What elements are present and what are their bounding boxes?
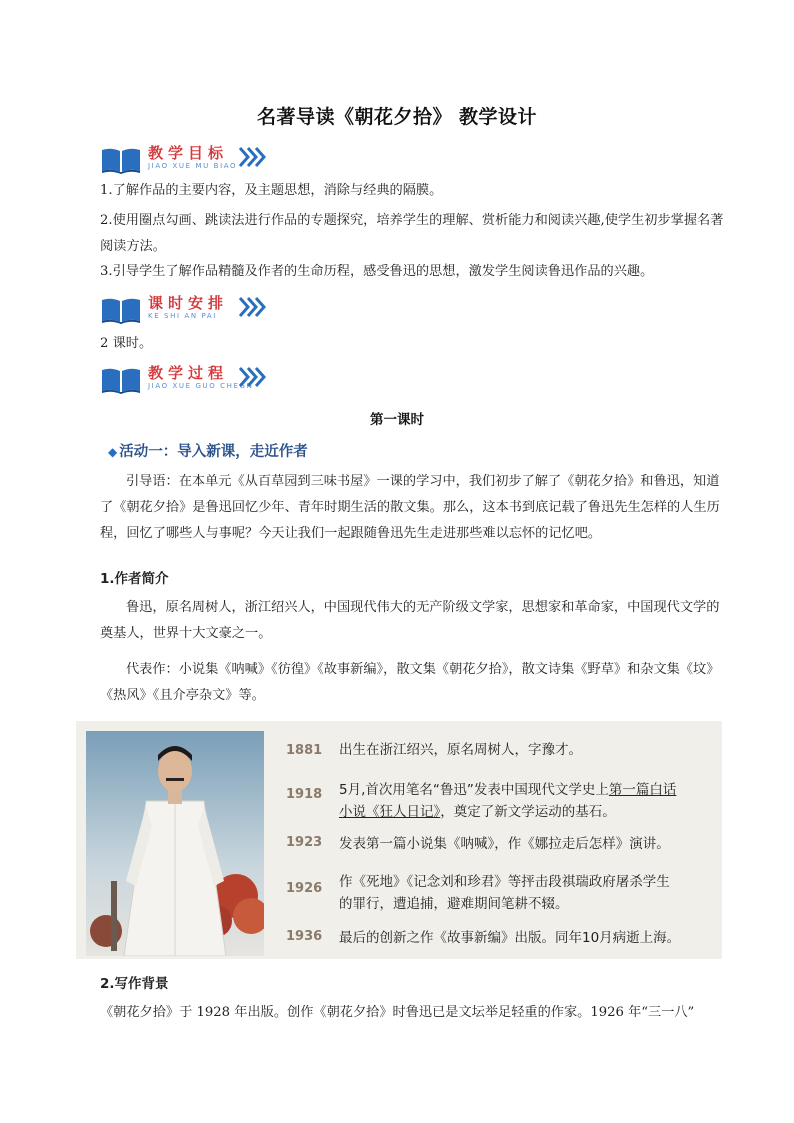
activity-heading [108, 440, 308, 461]
timeline-year: 1881 [286, 743, 323, 758]
works-paragraph: 代表作：小说集《呐喊》《彷徨》《故事新编》，散文集《朝花夕拾》，散文诗集《野草》和杂文集《坟》《热风》《且介亭杂文》等。 [100, 662, 720, 703]
timeline-text-part: 5月,首次用笔名“鲁迅”发表中国现代文学史上 [339, 782, 609, 798]
timeline-year: 1936 [286, 929, 323, 944]
section-header-goals [100, 142, 280, 178]
author-heading: 1.作者简介 [100, 571, 169, 587]
section-title: 课时安排 [148, 294, 229, 312]
section-header-schedule [100, 292, 280, 328]
section-subtitle: KE SHI AN PAI [148, 312, 217, 320]
timeline-year: 1926 [286, 881, 323, 896]
schedule-text: 2 课时。 [100, 336, 153, 351]
section-title: 教学过程 [148, 364, 229, 382]
timeline-underlined-text: 第一篇白话 [608, 782, 677, 798]
timeline-year: 1918 [286, 787, 323, 802]
book-icon [100, 296, 142, 324]
lesson-title: 第一课时 [370, 412, 424, 428]
background-heading: 2.写作背景 [100, 976, 169, 992]
chevron-right-icon [238, 296, 268, 318]
section-subtitle: JIAO XUE MU BIAO [148, 162, 238, 170]
timeline-text: 发表第一篇小说集《呐喊》，作《娜拉走后怎样》演讲。 [339, 836, 670, 852]
author-timeline-image [76, 721, 722, 959]
timeline-underlined-text: 小说《狂人日记》 [339, 804, 441, 820]
section-header-process [100, 362, 280, 398]
diamond-icon: ◆ [108, 445, 118, 459]
timeline-text [339, 779, 719, 823]
chevron-right-icon [238, 146, 268, 168]
section-subtitle: JIAO XUE GUO CHEGN [148, 382, 254, 390]
activity-title: 活动一：导入新课，走近作者 [119, 444, 308, 460]
book-icon [100, 146, 142, 174]
timeline-text: 出生在浙江绍兴，原名周树人，字豫才。 [339, 742, 582, 758]
goal-item: 1.了解作品的主要内容，及主题思想，消除与经典的隔膜。 [100, 183, 443, 198]
lu-xun-portrait [86, 731, 264, 956]
goal-item: 2.使用圈点勾画、跳读法进行作品的专题探究，培养学生的理解、赏析能力和阅读兴趣,使学生初步掌握名著阅读方法。 [100, 213, 724, 254]
book-icon [100, 366, 142, 394]
goal-item: 3.引导学生了解作品精髓及作者的生命历程，感受鲁迅的思想，激发学生阅读鲁迅作品的兴趣。 [100, 264, 654, 279]
section-title: 教学目标 [148, 144, 229, 162]
intro-paragraph: 引导语：在本单元《从百草园到三味书屋》一课的学习中，我们初步了解了《朝花夕拾》和鲁迅，知道了《朝花夕拾》是鲁迅回忆少年、青年时期生活的散文集。那么，这本书到底记载了鲁迅先生怎样的人生历程，回忆了哪些人与事呢？今天让我们一起跟随鲁迅先生走进那些难以忘怀的记忆吧。 [100, 474, 720, 541]
timeline-year: 1923 [286, 835, 323, 850]
chevron-right-icon [238, 366, 268, 388]
author-paragraph: 鲁迅，原名周树人，浙江绍兴人，中国现代伟大的无产阶级文学家，思想家和革命家，中国现代文学的奠基人，世界十大文豪之一。 [100, 600, 720, 641]
timeline-text: 作《死地》《记念刘和珍君》等抨击段祺瑞政府屠杀学生的罪行，遭追捕，避难期间笔耕不辍。 [339, 874, 670, 912]
timeline-text: 最后的创新之作《故事新编》出版。同年10月病逝上海。 [339, 930, 681, 946]
background-paragraph: 《朝花夕拾》于 1928 年出版。创作《朝花夕拾》时鲁迅已是文坛举足轻重的作家。1926 年“三一八” [100, 1005, 695, 1020]
document-title: 名著导读《朝花夕拾》 教学设计 [256, 106, 538, 128]
timeline-text-part: ，奠定了新文学运动的基石。 [440, 804, 616, 820]
